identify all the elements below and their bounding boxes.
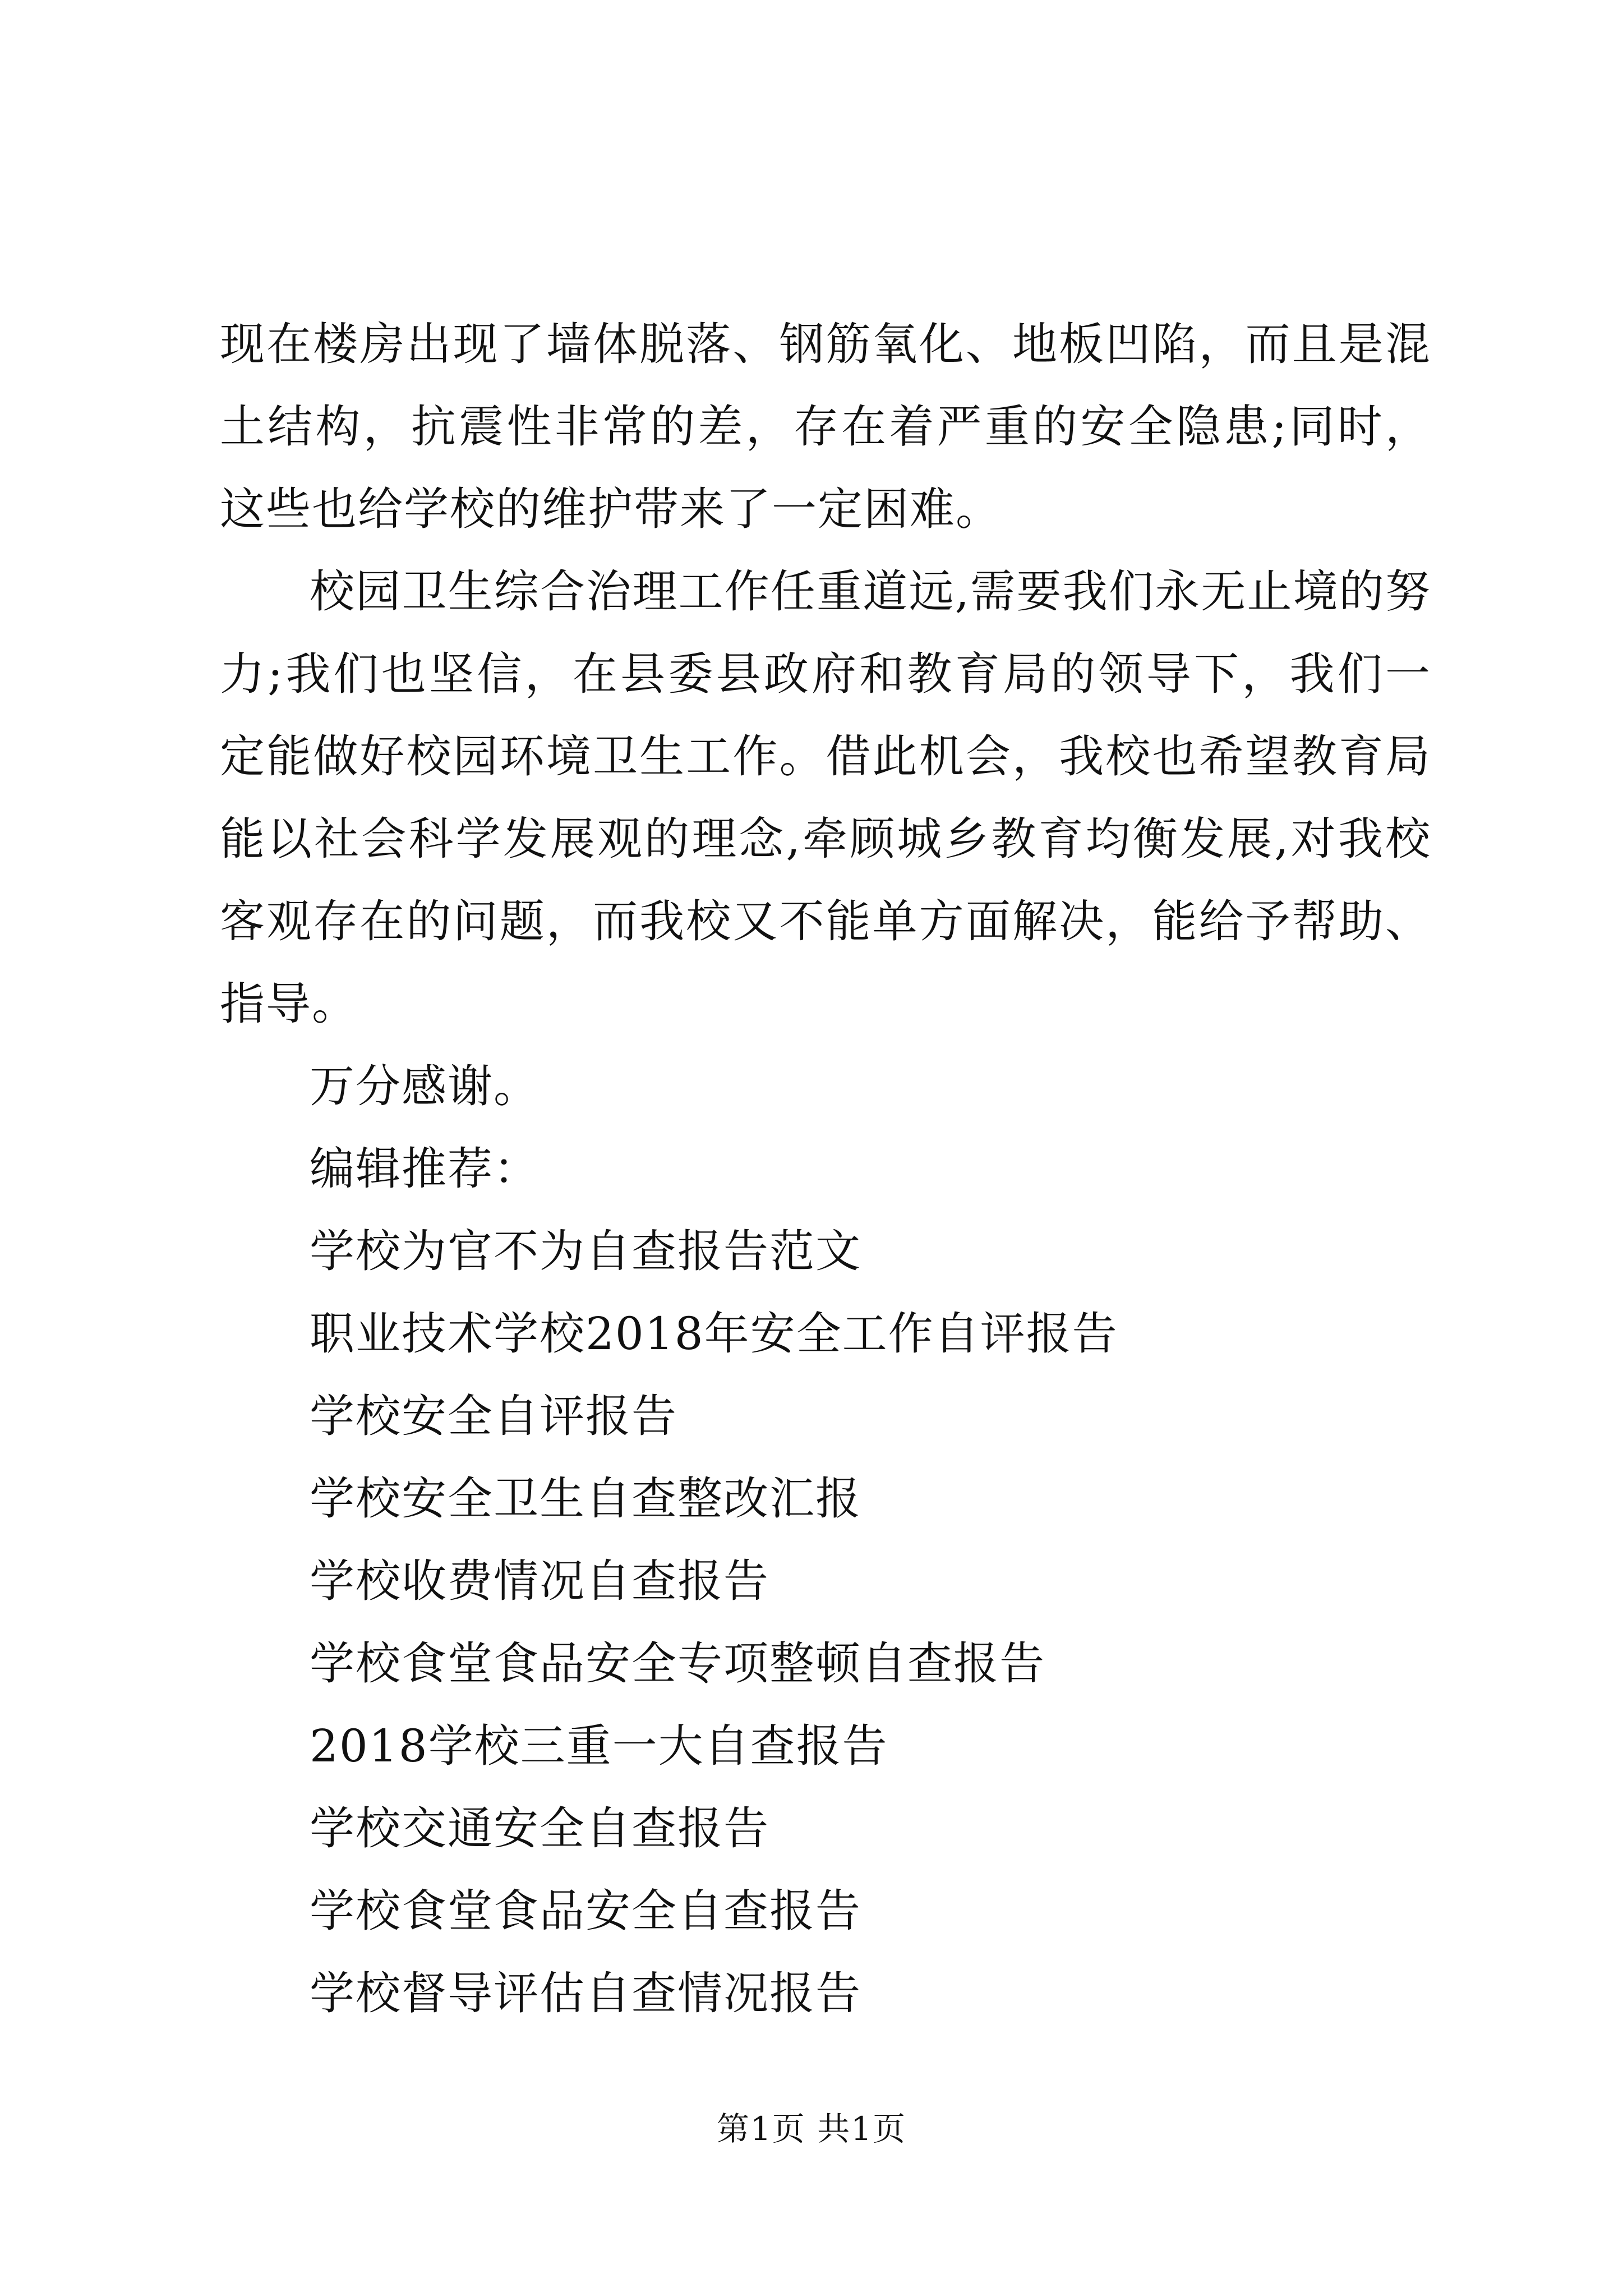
recommendation-item[interactable]: 学校食堂食品安全自查报告	[310, 1885, 861, 1937]
body-paragraph-2: 校园卫生综合治理工作任重道远,需要我们永无止境的努力;我们也坚信，在县委县政府和教育局的领导下，我们一定能做好校园环境卫生工作。借此机会，我校也希望教育局能以社会科学发展观的理念,牵顾城乡教育均衡发展,对我校客观存在的问题，而我校又不能单方面解决，能给予帮助、指导。	[220, 565, 1431, 1030]
recommendation-item[interactable]: 学校安全卫生自查整改汇报	[310, 1473, 861, 1525]
recommend-heading: 编辑推荐：	[310, 1143, 540, 1195]
recommendation-item[interactable]: 职业技术学校2018年安全工作自评报告	[310, 1308, 1118, 1360]
closing-thanks: 万分感谢。	[310, 1060, 540, 1112]
recommendation-item[interactable]: 学校食堂食品安全专项整顿自查报告	[310, 1637, 1045, 1690]
recommendation-item[interactable]: 学校收费情况自查报告	[310, 1555, 769, 1607]
recommendation-item[interactable]: 学校为官不为自查报告范文	[310, 1225, 861, 1277]
recommendation-item[interactable]: 学校督导评估自查情况报告	[310, 1967, 861, 2019]
recommendation-item[interactable]: 2018学校三重一大自查报告	[310, 1720, 888, 1772]
recommendation-item[interactable]: 学校交通安全自查报告	[310, 1802, 769, 1855]
recommendation-item[interactable]: 学校安全自评报告	[310, 1390, 677, 1442]
document-body	[220, 303, 1431, 2035]
body-paragraph-1: 现在楼房出现了墙体脱落、钢筋氧化、地板凹陷，而且是混土结构，抗震性非常的差，存在着严重的安全隐患;同时，这些也给学校的维护带来了一定困难。	[220, 318, 1431, 535]
recommendation-list	[220, 1210, 1431, 2035]
page-footer: 第1页 共1页	[716, 2110, 907, 2148]
